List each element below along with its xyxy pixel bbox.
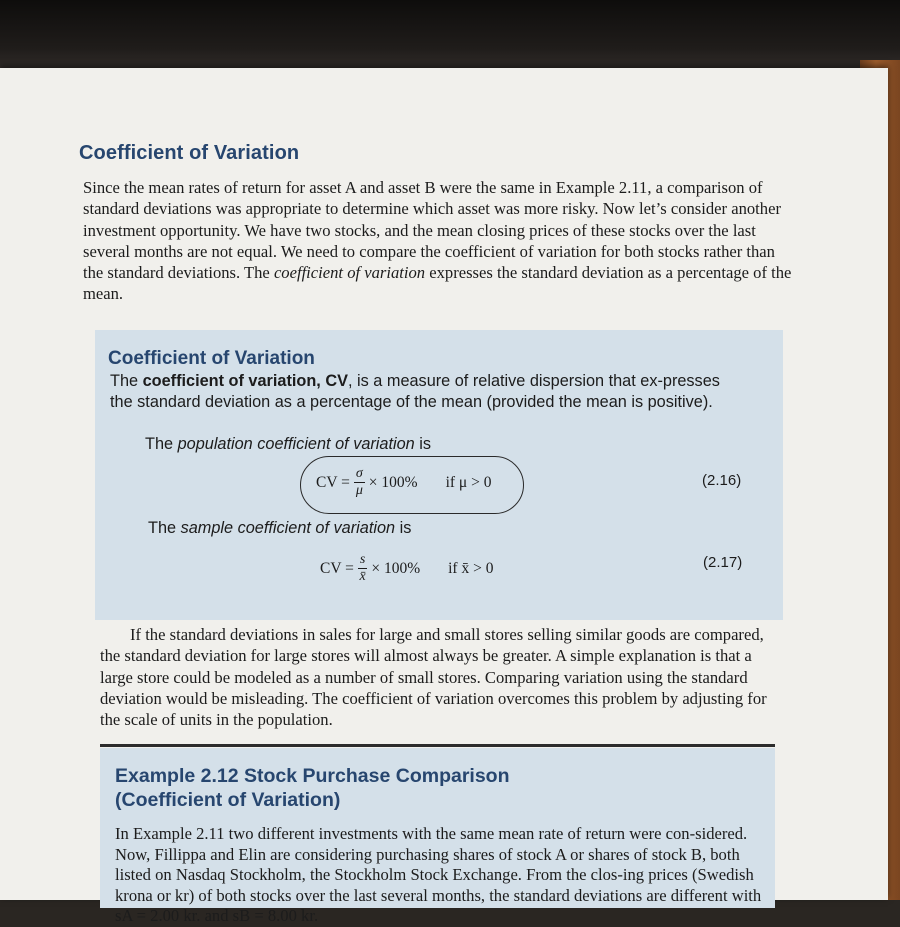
sample-line: The sample coefficient of variation is [148,519,412,537]
definition-title: Coefficient of Variation [108,348,315,369]
italic-term: coefficient of variation [273,263,426,283]
divider [100,744,775,747]
intro-paragraph: Since the mean rates of return for asset A and asset B were the same in Example 2.11, a comparison of standard deviations was appropriate to determine which asset was more risky. Now let’s consider another investment opportunity. We have two stocks, and the mean closing prices of these stocks over the last several months are not equal. We need to compare the coefficient of variation for both stocks rather than the standard deviations. The coefficient of variation expresses the standard deviation as a percentage of the mean. [83,178,792,304]
equation-population: CV = $\frac{\sigma}{\mu}$ × 100% if μ > 0 [316,466,492,498]
section-heading: Coefficient of Variation [79,142,300,164]
equation-sample: CV = $\frac{s}{x̄}$ × 100% if x̄ > 0 [320,552,494,584]
example-body: In Example 2.11 two different investments with the same mean rate of return were con-sidered. Now, Fillippa and Elin are considering purchasing shares of stock A or shares of stock B, both listed on Nasdaq Stockholm, the Stockholm Stock Exchange. From the clos-ing prices (Swedish krona or kr) of both stocks over the last several months, the standard deviations are different with sA = 2.00 kr. and sB = 8.00 kr. [115,824,762,925]
second-paragraph: If the standard deviations in sales for large and small stores selling similar goods are compared, the standard deviation for large stores will almost always be greater. A simple explanation is that a large store could be modeled as a number of small stores. Comparing variation using the standard deviation would be misleading. The coefficient of variation overcomes this problem by adjusting for the scale of units in the population. [100,625,767,730]
bold-term: coefficient of variation, CV [142,372,348,390]
equation-number-2-17: (2.17) [703,554,743,571]
population-line: The population coefficient of variation is [145,435,432,453]
definition-text: The coefficient of variation, CV, is a measure of relative dispersion that ex-presses the standard deviation as a percentage of the mean (provided the mean is positive). [110,372,720,411]
example-title: Example 2.12 Stock Purchase Comparison (Coefficient of Variation) [115,765,510,811]
fraction: $\frac{s}{x̄}$ [359,552,366,584]
textbook-page [0,68,888,925]
equation-number-2-16: (2.16) [702,472,742,489]
fraction: $\frac{\sigma}{\mu}$ [355,466,363,498]
